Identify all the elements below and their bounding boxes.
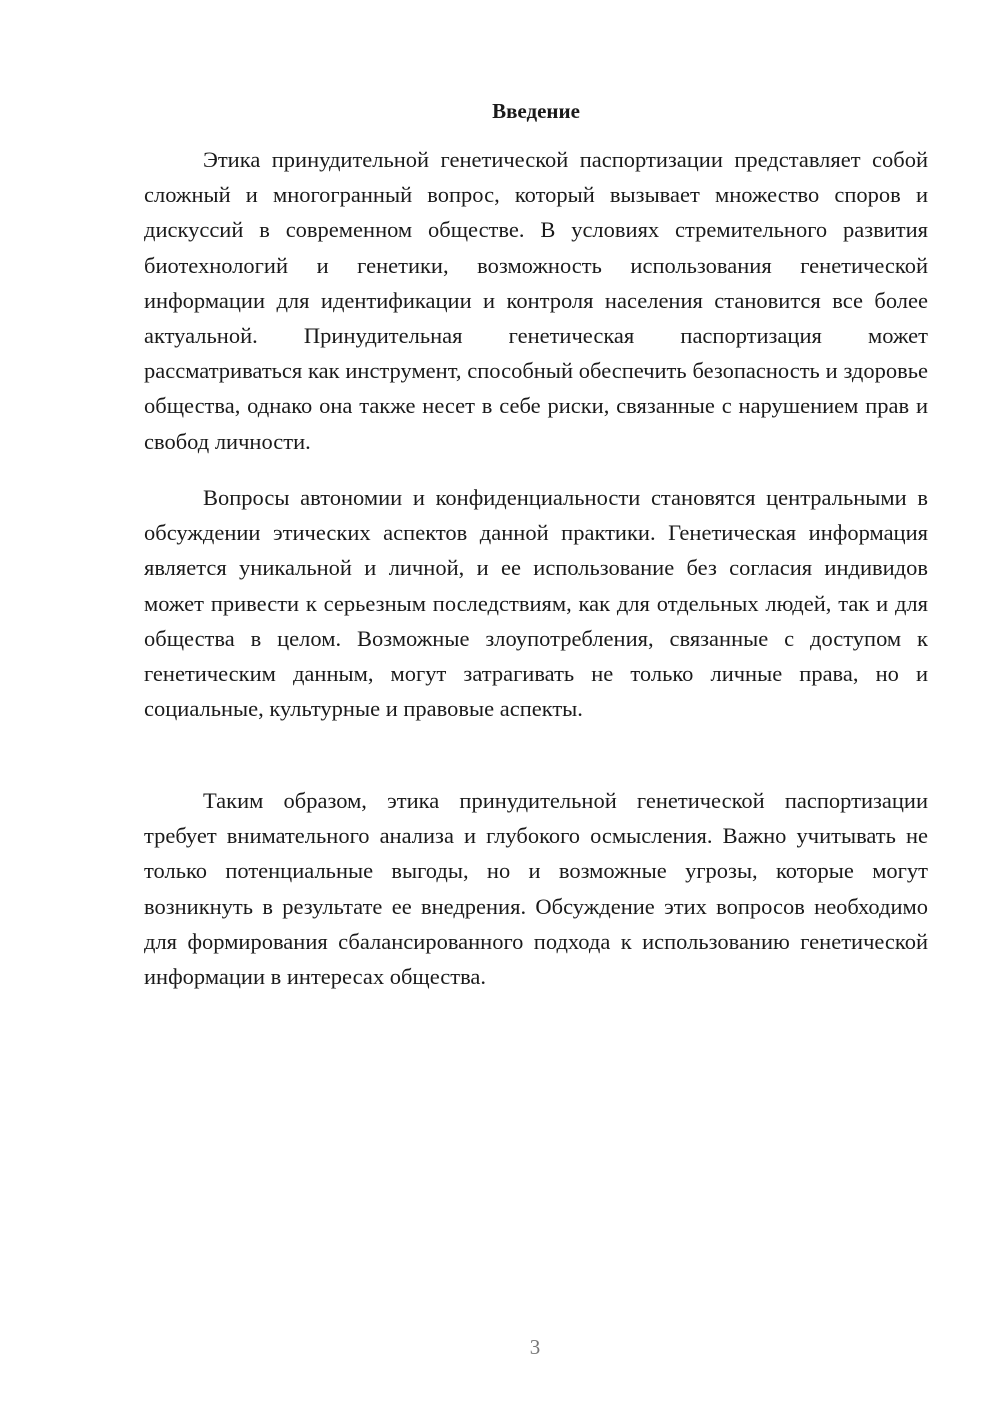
- paragraph-1: Этика принудительной генетической паспортизации представляет собой сложный и многогранный вопрос, который вызывает множество споров и дискуссий в современном обществе. В условиях стремительного развития биотехнологий и генетики, возможность использования генетической информации для идентификации и контроля населения становится все более актуальной. Принудительная генетическая паспортизация может рассматриваться как инструмент, способный обеспечить безопасность и здоровье общества, однако она также несет в себе риски, связанные с нарушением прав и свобод личности.: [144, 147, 928, 454]
- section-heading: Введение: [492, 99, 580, 123]
- page-number: 3: [529, 1335, 541, 1359]
- paragraph-3: Таким образом, этика принудительной генетической паспортизации требует внимательного анализа и глубокого осмысления. Важно учитывать не только потенциальные выгоды, но и возможные угрозы, которые могут возникнуть в результате ее внедрения. Обсуждение этих вопросов необходимо для формирования сбалансированного подхода к использованию генетической информации в интересах общества.: [144, 788, 928, 990]
- paragraph-2: Вопросы автономии и конфиденциальности становятся центральными в обсуждении этических аспектов данной практики. Генетическая информация является уникальной и личной, и ее использование без согласия индивидов может привести к серьезным последствиям, как для отдельных людей, так и для общества в целом. Возможные злоупотребления, связанные с доступом к генетическим данным, могут затрагивать не только личные права, но и социальные, культурные и правовые аспекты.: [144, 485, 928, 722]
